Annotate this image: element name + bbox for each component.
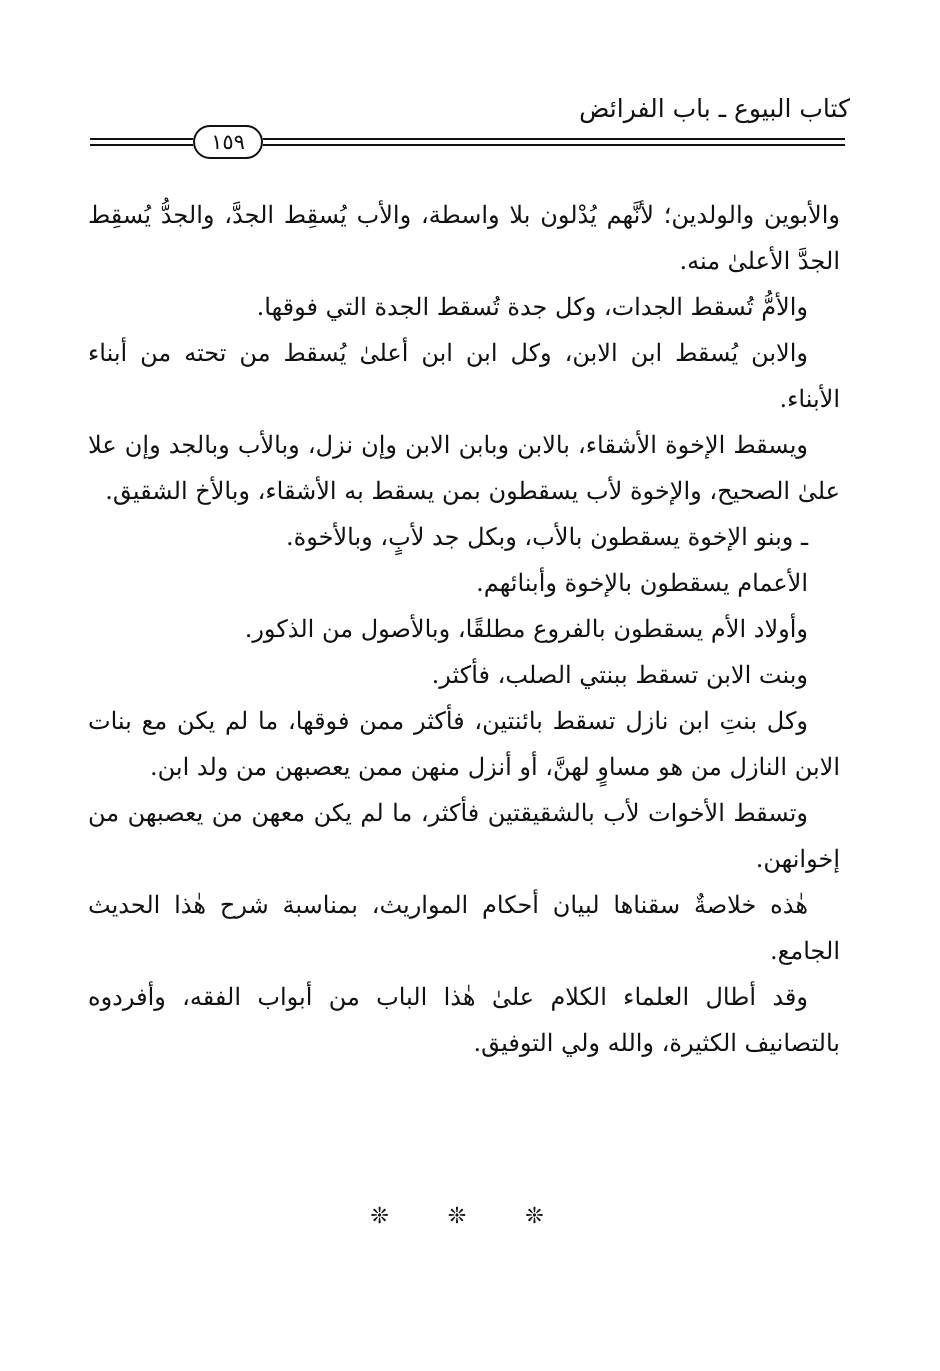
paragraph: وتسقط الأخوات لأب بالشقيقتين فأكثر، ما لم يكن معهن من يعصبهن من إخوانهن. bbox=[88, 799, 840, 873]
paragraph: والابن يُسقط ابن الابن، وكل ابن ابن أعلىٰ يُسقط من تحته من أبناء الأبناء. bbox=[88, 339, 840, 413]
paragraph: والأمُّ تُسقط الجدات، وكل جدة تُسقط الجدة التي فوقها. bbox=[256, 293, 808, 321]
paragraph: ـ وبنو الإخوة يسقطون بالأب، وبكل جد لأبٍ، وبالأخوة. bbox=[286, 523, 808, 551]
paragraph: وأولاد الأم يسقطون بالفروع مطلقًا، وبالأصول من الذكور. bbox=[244, 615, 808, 643]
header-rule-right bbox=[263, 138, 845, 146]
paragraph: هٰذه خلاصةٌ سقناها لبيان أحكام المواريث، بمناسبة شرح هٰذا الحديث الجامع. bbox=[88, 891, 840, 965]
section-end-ornament: ❊ ❊ ❊ bbox=[370, 1204, 570, 1229]
body-text bbox=[88, 192, 840, 1066]
header-rule-left bbox=[90, 138, 193, 146]
paragraph: ويسقط الإخوة الأشقاء، بالابن وبابن الابن وإن نزل، وبالأب وبالجد وإن علا علىٰ الصحيح، والإخوة لأب يسقطون بمن يسقط به الأشقاء، وبالأخ الشقيق. bbox=[88, 431, 840, 505]
paragraph: وبنت الابن تسقط ببنتي الصلب، فأكثر. bbox=[431, 661, 808, 689]
paragraph: وكل بنتِ ابن نازل تسقط بائنتين، فأكثر ممن فوقها، ما لم يكن مع بنات الابن النازل من هو مساوٍ لهنَّ، أو أنزل منهن ممن يعصبهن من ولد ابن. bbox=[88, 707, 840, 781]
paragraph: وقد أطال العلماء الكلام علىٰ هٰذا الباب من أبواب الفقه، وأفردوه بالتصانيف الكثيرة، والله ولي التوفيق. bbox=[88, 983, 840, 1057]
paragraph: الأعمام يسقطون بالإخوة وأبنائهم. bbox=[476, 569, 808, 597]
page-number-badge: ١٥٩ bbox=[193, 125, 263, 159]
paragraph: والأبوين والولدين؛ لأنَّهم يُدْلون بلا واسطة، والأب يُسقِط الجدَّ، والجدُّ يُسقِط الجدَّ الأعلىٰ منه. bbox=[88, 201, 840, 275]
running-title: كتاب البيوع ـ باب الفرائض bbox=[579, 94, 850, 123]
